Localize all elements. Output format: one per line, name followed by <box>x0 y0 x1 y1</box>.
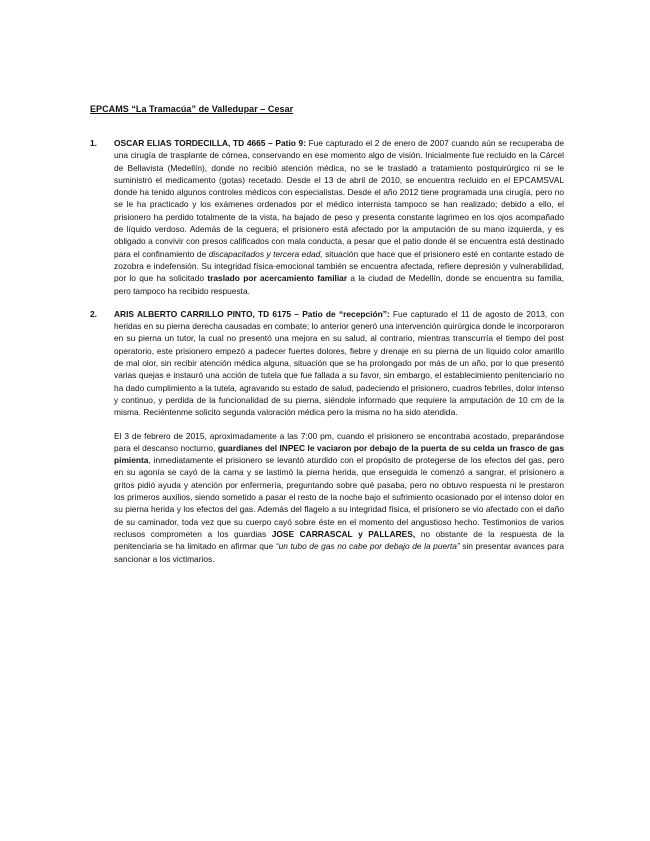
text-run: sin presentar avances para sancionar a los victimarios. <box>114 541 564 564</box>
paragraph <box>114 137 564 297</box>
text-run: Fue capturado el 2 de enero de 2007 cuando aún se recuperaba de una cirugía de trasplante de córnea, conservando en ese momento algo de visión. Inicialmente fue recluido en la Cárcel de Bellavista (Medellín), donde no recibió atención médica, no se le trasladó a tratamiento postquirúrgico ni se le suministró el medicamento (gotas) recetado. Desde el 13 de abril de 2010, se encuentra recluido en el EPCAMSVAL donde ha tenido algunos controles médicos con especialistas. Desde el año 2012 tiene programada una cirugía, pero no se le ha practicado y los exámenes ordenados por el médico internista tampoco se han realizado; debido a ello, el prisionero ha perdido totalmente de la vista, ha bajado de peso y presenta constante lagrimeo en los ojos acompañado de líquido verdoso. Además de la ceguera, el prisionero está afectado por la amputación de su mano izquierda, y es obligado a convivir con presos calificados con mala conducta, a pesar que el patio donde él se encuentra está destinado para el confinamiento de <box>114 138 564 259</box>
text-run: situación que hace que el prisionero esté en contante estado de zozobra e indefensión. Su integridad física-emocional también se encuentra afectada, refiere depresión y vulnerabilidad, por lo que ha solicitado <box>114 248 564 284</box>
text-run: El 3 de febrero de 2015, aproximadamente a las 7:00 pm, cuando el prisionero se encontraba acostado, preparándose para el descanso nocturno, <box>114 430 564 453</box>
italic-text: discapacitados y tercera edad, <box>208 248 323 259</box>
section-heading: EPCAMS “La Tramacúa” de Valledupar – Cesar <box>90 104 294 114</box>
list-item-number: 1. <box>90 138 97 148</box>
text-run: a la ciudad de Medellín, donde se encuentra su familia, pero tampoco ha recibido respuesta. <box>114 273 564 296</box>
paragraph <box>114 430 564 565</box>
bold-text: guardianes del INPEC le vaciaron por debajo de la puerta de su celda un frasco de gas pimienta <box>114 442 564 466</box>
numbered-list <box>90 137 564 565</box>
bold-text: ARIS ALBERTO CARRILLO PINTO, TD 6175 – Patio de “recepción”: <box>114 308 390 319</box>
list-item-number: 2. <box>90 308 97 319</box>
bold-text: traslado por acercamiento familiar <box>207 273 348 284</box>
bold-text: OSCAR ELIAS TORDECILLA, TD 4665 – Patio 9: <box>114 138 306 148</box>
paragraph <box>114 308 564 419</box>
bold-text: JOSE CARRASCAL y PALLARES, <box>271 528 416 539</box>
italic-text: “un tubo de gas no cabe por debajo de la puerta” <box>275 541 460 552</box>
list-item <box>90 137 564 297</box>
list-item <box>90 308 564 565</box>
text-run: no obstante de la respuesta de la penitenciaria se ha limitado en afirmar que <box>114 528 565 552</box>
text-run: , inmediatamente el prisionero se levantó aturdido con el propósito de protegerse de los efectos del gas, pero en su agonía se cayó de la cama y se lastimó la pierna herida, que enseguida le comenzó a sangrar, el prisionero a gritos pidió ayuda y atención por enfermería, preguntando sobre qué pasaba, pero no obtuvo respuesta ni le prestaron los primeros auxilios, siendo sometido a pasar el resto de la noche bajo el sufrimiento ocasionado por el intenso dolor en su pierna herida y los efectos del gas. Además del flagelo a su integridad física, el prisionero se vio afectado con el daño de su caminador, toda vez que su cuerpo cayó sobre éste en el momento del angustioso hecho. Testimonios de varios reclusos comprometen a los guardias <box>114 455 564 539</box>
text-run: Fue capturado el 11 de agosto de 2013, con heridas en su pierna derecha causadas en combate; lo anterior generó una intervención quirúrgica donde le incorporaron en su pierna un tutor, la cual no presentó una mejora en su salud, al contrario, mientras transcurría el tiempo del post operatorio, este prisionero empezó a padecer fuertes dolores, fiebre y drenaje en su pierna de un líquido color amarillo de mal olor, sin recibir atención médica alguna, situación que se ha prolongado por más de un año, por lo que presentó varias quejas e instauró una acción de tutela que fue fallada a su favor, sin embargo, el establecimiento penitenciario no ha dado cumplimiento a la tutela, agravando su estado de salud, padeciendo el prisionero, cuadros febriles, dolor intenso y continuo, y perdida de la funcionalidad de su pierna, siéndole informado que requiere la amputación de 10 cm de la misma. Reciéntenme solicito segunda valoración médica pero la misma no ha sido atendida. <box>114 308 564 418</box>
